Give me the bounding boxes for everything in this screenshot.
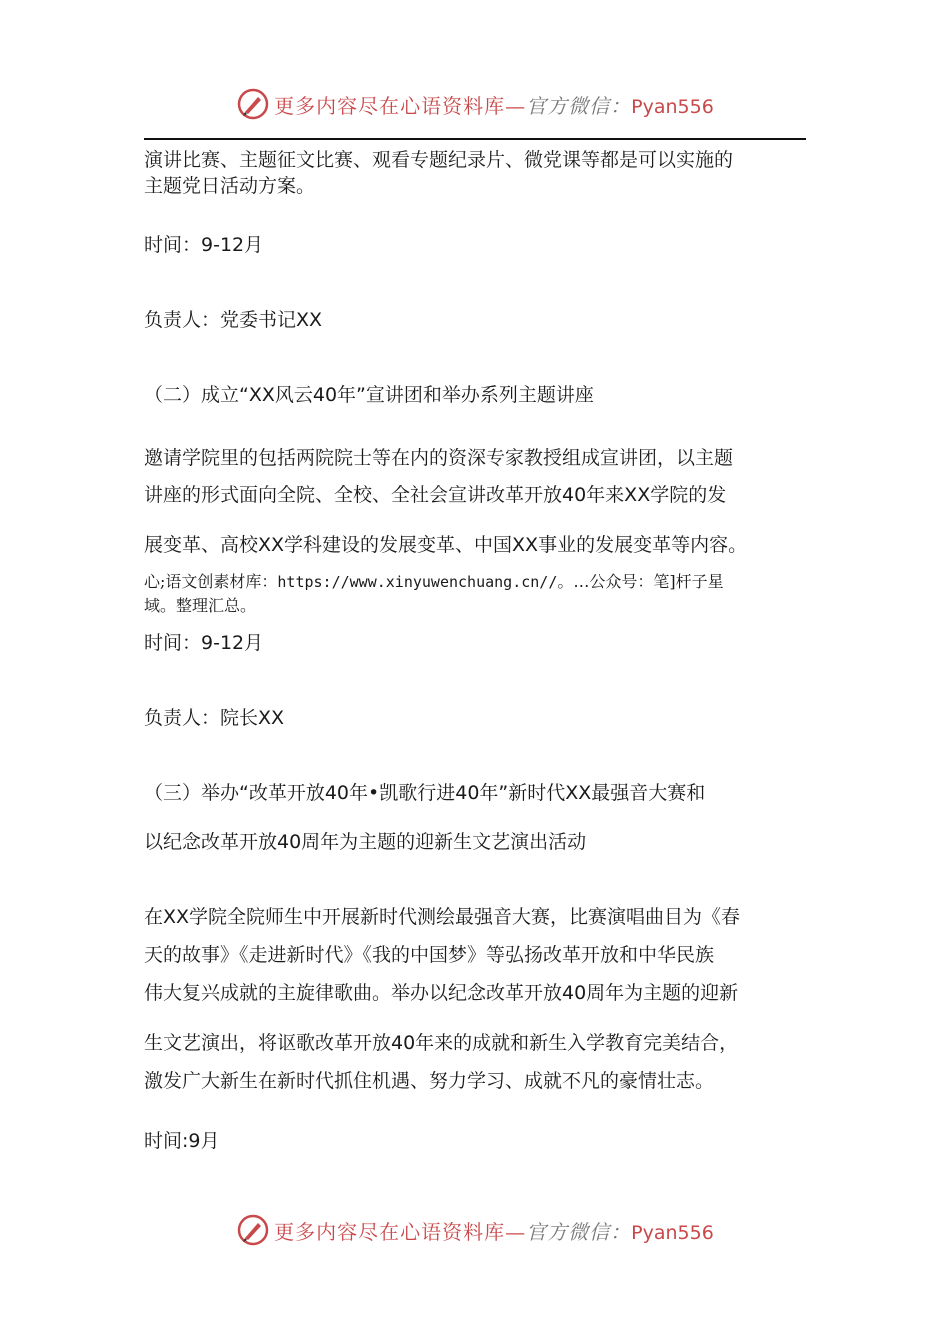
body-line: 主题党日活动方案。 [144,175,316,197]
source-note-suffix: 。…公众号：笔]杆子星 [557,572,724,591]
time-line: 时间：9-12月 [144,234,264,256]
body-line: 激发广大新生在新时代抓住机遇、努力学习、成就不凡的豪情壮志。 [144,1070,715,1092]
source-note-prefix: 心;语文创素材库： [144,572,278,591]
body-line: 展变革、高校XX学科建设的发展变革、中国XX事业的发展变革等内容。 [144,534,748,556]
header-wechat-label: 官方微信： [526,93,632,118]
section-heading: （三）举办“改革开放40年•凯歌行进40年”新时代XX最强音大赛和 [144,782,706,804]
pen-logo-icon [236,87,270,121]
section-heading: （二）成立“XX风云40年”宣讲团和举办系列主题讲座 [144,384,594,406]
footer-text [274,1216,714,1245]
owner-line: 负责人：党委书记XX [144,309,323,331]
body-line: 生文艺演出，将讴歌改革开放40年来的成就和新生入学教育完美结合， [144,1032,739,1054]
footer-brand: 更多内容尽在心语资料库 [274,1219,506,1244]
source-note-url: https://www.xinyuwenchuang.cn// [277,573,558,591]
header-wechat-id: Pyan556 [631,95,714,118]
header-rule [144,138,806,140]
header-separator: — [505,93,527,118]
body-line: 邀请学院里的包括两院院士等在内的资深专家教授组成宣讲团，以主题 [144,447,734,469]
body-line: 天的故事》《走进新时代》《我的中国梦》等弘扬改革开放和中华民族 [144,944,715,966]
footer-wechat-id: Pyan556 [631,1221,714,1244]
source-note [144,571,724,593]
time-line: 时间：9-12月 [144,632,264,654]
footer-separator: — [505,1219,527,1244]
source-note-line2: 域。整理汇总。 [144,596,257,615]
footer-wechat-label: 官方微信： [526,1219,632,1244]
owner-line: 负责人：院长XX [144,707,285,729]
header-text [274,90,714,119]
body-line: 在XX学院全院师生中开展新时代测绘最强音大赛，比赛演唱曲目为《春 [144,906,741,928]
time-line: 时间:9月 [144,1130,220,1152]
section-heading-line2: 以纪念改革开放40周年为主题的迎新生文艺演出活动 [144,831,587,853]
body-line: 讲座的形式面向全院、全校、全社会宣讲改革开放40年来XX学院的发 [144,484,727,506]
body-line: 演讲比赛、主题征文比赛、观看专题纪录片、微党课等都是可以实施的 [144,149,734,171]
header-banner [0,84,950,124]
body-line: 伟大复兴成就的主旋律歌曲。举办以纪念改革开放40周年为主题的迎新 [144,982,739,1004]
footer-banner [0,1210,950,1250]
pen-logo-icon [236,1213,270,1247]
header-brand: 更多内容尽在心语资料库 [274,93,506,118]
